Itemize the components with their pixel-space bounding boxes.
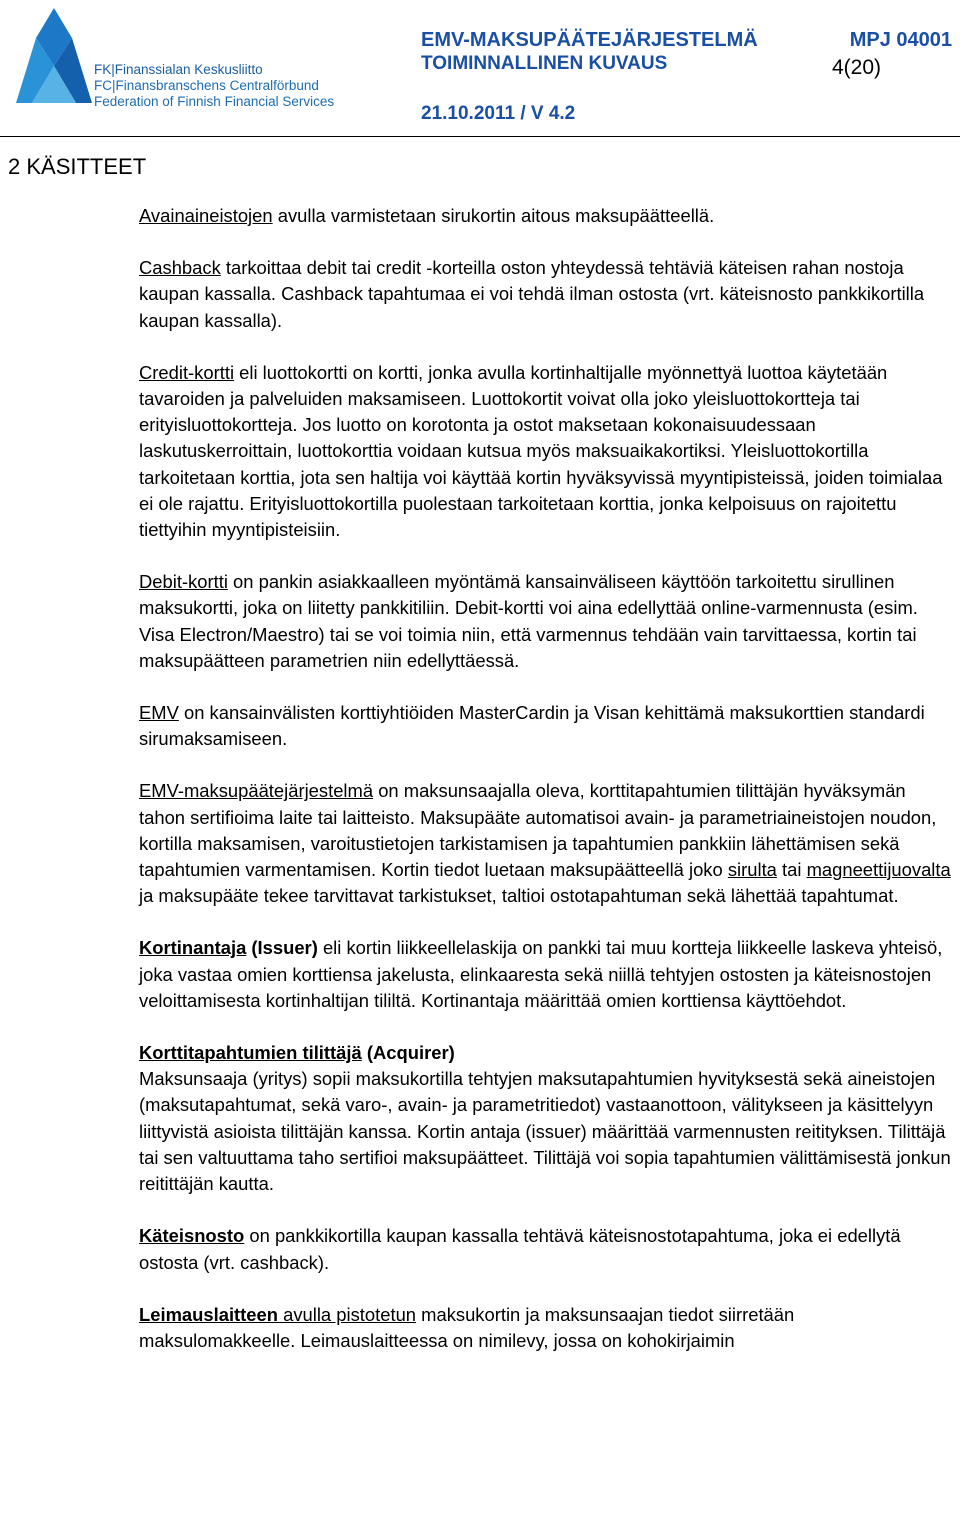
term-definition: on maksunsaajalla oleva, korttitapahtumien tilittäjän hyväksymän tahon sertifioima laite tai laitteisto. Maksupääte automatisoi avain- ja parametriaineistojen noudon, kortilla maksamisen, varoitustietojen tarkistamisen ja tapahtumien pankkiin lähettämisen sekä tapahtumien varmentamisen. Kortin tiedot luetaan maksupäätteellä joko bbox=[139, 780, 937, 881]
document-title: EMV-MAKSUPÄÄTEJÄRJESTELMÄ bbox=[421, 29, 758, 51]
term-entry bbox=[139, 1223, 953, 1275]
term-name: Cashback bbox=[139, 257, 221, 279]
term-name: EMV-maksupäätejärjestelmä bbox=[139, 780, 374, 802]
section-heading: 2 KÄSITTEET bbox=[8, 154, 147, 179]
term-name: Käteisnosto bbox=[139, 1225, 245, 1247]
logo-line-2: FC|Finansbranschens Centralförbund bbox=[94, 78, 319, 93]
term-entry bbox=[139, 255, 953, 334]
magneettijuovalta-link: magneettijuovalta bbox=[806, 859, 951, 881]
term-definition: tarkoittaa debit tai credit -korteilla oston yhteydessä tehtäviä käteisen rahan nostoja kaupan kassalla. Cashback tapahtumaa ei voi tehdä ilman ostosta (vrt. käteisnosto pankkikortilla kaupan kassalla). bbox=[139, 257, 925, 331]
term-entry bbox=[139, 1040, 953, 1197]
term-name: Avainaineistojen bbox=[139, 205, 273, 226]
logo-mark-icon bbox=[14, 8, 94, 108]
term-definition: tai bbox=[776, 859, 807, 881]
page-number: 4(20) bbox=[832, 56, 882, 79]
logo-text bbox=[94, 62, 334, 110]
term-entry bbox=[139, 700, 953, 752]
term-entry bbox=[139, 203, 953, 229]
term-entry bbox=[139, 935, 953, 1014]
term-name: Credit-kortti bbox=[139, 361, 235, 383]
term-definition: eli luottokortti on kortti, jonka avulla kortinhaltijalle myönnettyä luottoa käytetään tavaroiden ja palveluiden maksamiseen. Luottokortit voivat olla joko yleisluottokortteja tai erityisluottokortteja. Jos luotto on korotonta ja ostot maksetaan kokonaisuudessaan laskutuskerroittain, luottokorttia voidaan kutsua myös maksuaikakortiksi. Yleisluottokortilla tarkoitetaan korttia, jota sen haltija voi käyttää kortin hyväksyvissä myyntipisteissä, joiden toimialaa ei ole rajattu. Erityisluottokortilla puolestaan tarkoitetaan korttia, jonka kelpoisuus on rajoitettu tiettyihin myyntipisteisiin. bbox=[139, 361, 943, 541]
sirulta-link: sirulta bbox=[727, 859, 777, 881]
logo-line-3: Federation of Finnish Financial Services bbox=[94, 94, 335, 109]
term-definition: Maksunsaaja (yritys) sopii maksukortilla tehtyjen maksutapahtumien hyvityksestä sekä aineistojen (maksutapahtumat, sekä varo-, avain- ja parametritiedot) vastaanottoon, välitykseen ja käsittelyyn liittyvistä asioista tilittäjän kanssa. Kortin antaja (issuer) määrittää varmennusten reitityksen. Tilittäjä tai sen valtuuttama taho sertifioi maksupäätteet. Tilittäjä voi sopia tapahtumien välittämisestä jonkun reitittäjän kautta. bbox=[139, 1068, 951, 1195]
term-definition: ja maksupääte tekee tarvittavat tarkistukset, taltioi ostotapahtuman sekä lähettää tapahtumat. bbox=[139, 885, 899, 907]
term-definition: on pankin asiakkaalleen myöntämä kansainväliseen käyttöön tarkoitettu sirullinen maksukortti, joka on liitetty pankkitiliin. Debit-kortti voi aina edellyttää online-varmennusta (esim. Visa Electron/Maestro) tai se voi toimia niin, että varmennus tehdään vain tarvittaessa, kortin tai maksupäätteen parametrien niin edellyttäessä. bbox=[139, 571, 918, 671]
term-definition: on pankkikortilla kaupan kassalla tehtävä käteisnostotapahtuma, joka ei edellytä ostosta (vrt. cashback). bbox=[139, 1225, 901, 1273]
term-name: EMV bbox=[139, 702, 179, 724]
term-english: (Issuer) bbox=[246, 937, 318, 959]
term-name: Korttitapahtumien tilittäjä bbox=[139, 1042, 362, 1064]
term-entry bbox=[139, 778, 953, 909]
term-definition: on kansainvälisten korttiyhtiöiden MasterCardin ja Visan kehittämä maksukorttien standardi sirumaksamiseen. bbox=[139, 702, 925, 750]
term-english: (Acquirer) bbox=[361, 1042, 455, 1064]
header-divider bbox=[0, 136, 960, 137]
term-definition: eli kortin liikkeellelaskija on pankki tai muu kortteja liikkeelle laskeva yhteisö, joka vastaa omien korttiensa jakelusta, elinkaaresta sekä niillä tehtyjen ostosten ja käteisnostojen veloittamisesta kortinhaltijan tililtä. Kortinantaja määrittää omien korttiensa käyttöehdot. bbox=[139, 937, 943, 1011]
document-date: 21.10.2011 / V 4.2 bbox=[421, 103, 576, 124]
term-name: Debit-kortti bbox=[139, 571, 228, 593]
terms-list bbox=[139, 203, 953, 1380]
fk-logo bbox=[14, 4, 344, 109]
term-entry bbox=[139, 360, 953, 543]
term-definition: avulla varmistetaan sirukortin aitous maksupäätteellä. bbox=[272, 205, 715, 226]
document-code: MPJ 04001 bbox=[849, 29, 952, 51]
term-definition-underlined: avulla pistotetun bbox=[278, 1303, 417, 1325]
term-name: Leimauslaitteen bbox=[139, 1303, 278, 1325]
term-entry bbox=[139, 569, 953, 674]
term-definition: maksukortin ja maksunsaajan tiedot siirretään maksulomakkeelle. Leimauslaitteessa on nimilevy, jossa on kohokirjaimin bbox=[139, 1303, 795, 1351]
page-header bbox=[0, 0, 960, 145]
term-entry bbox=[139, 1302, 953, 1354]
term-name: Kortinantaja bbox=[139, 937, 247, 959]
logo-line-1: FK|Finanssialan Keskusliitto bbox=[94, 62, 263, 77]
document-subtitle: TOIMINNALLINEN KUVAUS bbox=[421, 53, 668, 74]
